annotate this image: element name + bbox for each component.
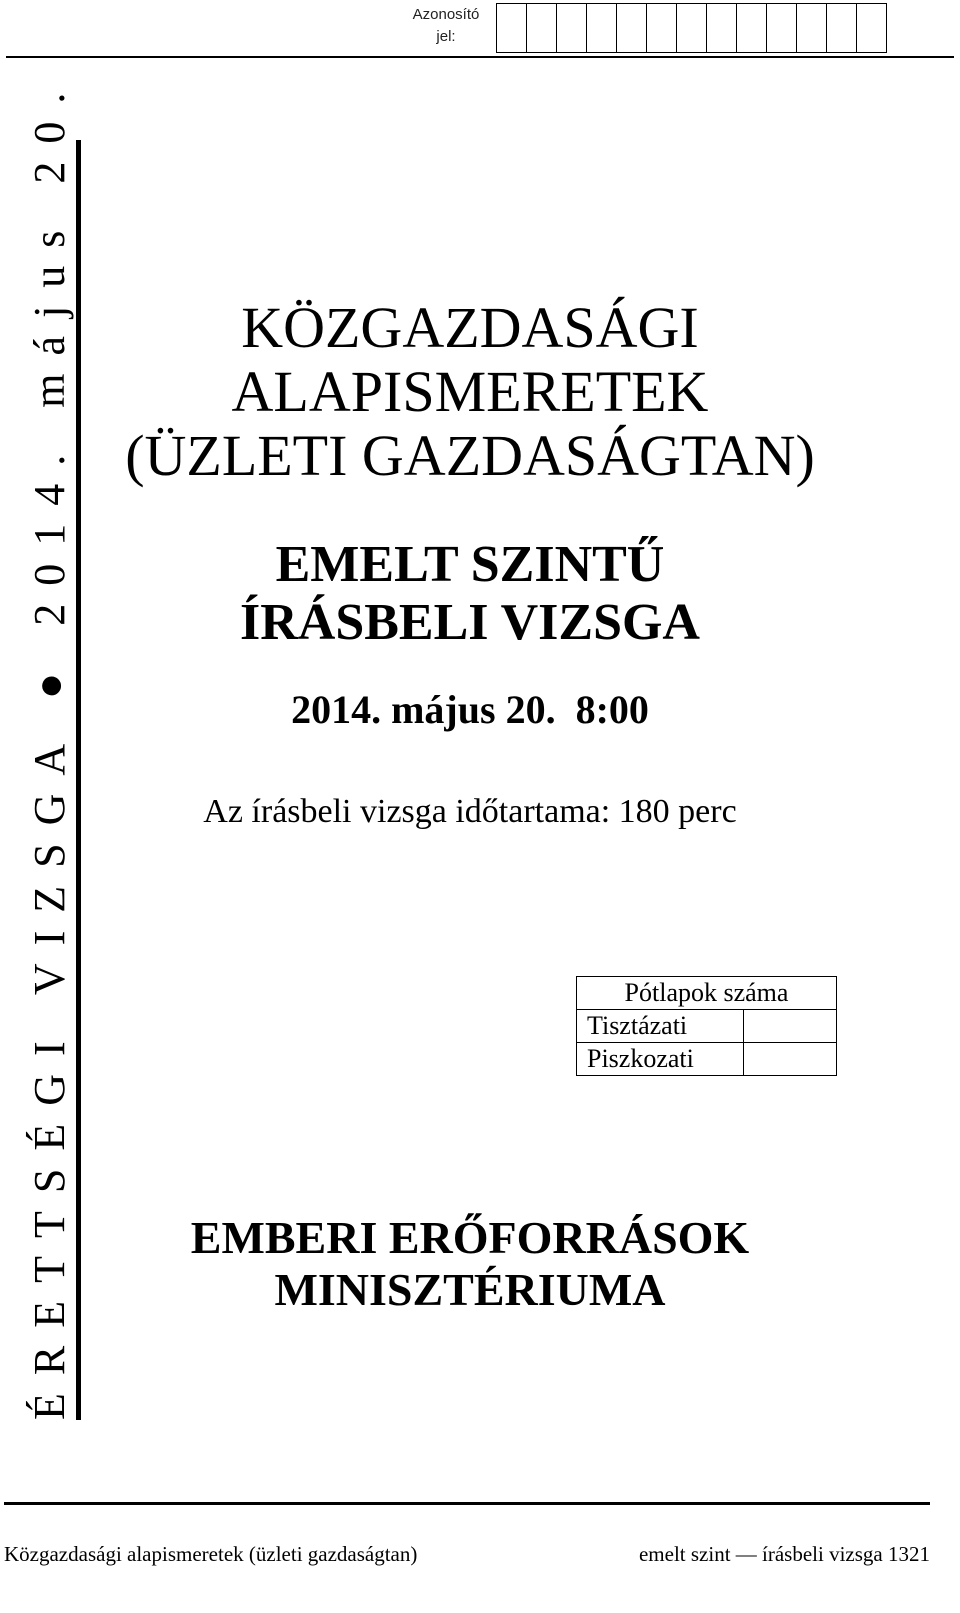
exam-date: 2014. május 20. 8:00 [291,687,649,732]
clean-copy-label: Tisztázati [577,1010,744,1043]
ministry-line-2: MINISZTÉRIUMA [274,1264,666,1315]
identifier-box[interactable] [797,4,827,52]
exam-subject-title [90,296,850,488]
footer-right-text: emelt szint — írásbeli vizsga 1321 [638,1542,930,1566]
identifier-box[interactable] [707,4,737,52]
identifier-label [400,4,492,48]
title-line-3: (ÜZLETI GAZDASÁGTAN) [125,423,815,488]
extra-sheets-header: Pótlapok száma [577,977,837,1010]
footer-divider [4,1502,930,1505]
title-line-2: ALAPISMERETEK [231,359,709,424]
identifier-boxes[interactable] [496,3,887,53]
page-footer [4,1540,930,1568]
exam-level [90,536,850,652]
identifier-label-line2: jel: [436,28,456,45]
identifier-box[interactable] [557,4,587,52]
extra-sheets-table [576,976,837,1076]
identifier-box[interactable] [527,4,557,52]
identifier-box[interactable] [767,4,797,52]
identifier-box[interactable] [497,4,527,52]
footer-left-text: Közgazdasági alapismeretek (üzleti gazdaságtan) [4,1542,418,1566]
identifier-label-line1: Azonosító [412,6,480,23]
ministry-line-1: EMBERI ERŐFORRÁSOK [190,1212,750,1263]
identifier-box[interactable] [677,4,707,52]
identifier-box[interactable] [647,4,677,52]
identifier-box[interactable] [857,4,887,52]
level-line-1: EMELT SZINTŰ [275,536,665,593]
clean-copy-count-field[interactable] [744,1010,837,1043]
identifier-box[interactable] [587,4,617,52]
header-divider [6,56,954,58]
identifier-box[interactable] [617,4,647,52]
draft-label: Piszkozati [577,1043,744,1076]
side-banner: ÉRETTSÉGI VIZSGA ● 2014. május 20. [28,140,81,1420]
identifier-box[interactable] [827,4,857,52]
ministry-name [90,1212,850,1316]
draft-count-field[interactable] [744,1043,837,1076]
title-line-1: KÖZGAZDASÁGI [241,295,699,360]
exam-duration: Az írásbeli vizsga időtartama: 180 perc [203,793,737,830]
level-line-2: ÍRÁSBELI VIZSGA [239,594,700,651]
table-row [577,1043,837,1076]
table-row [577,1010,837,1043]
identifier-box[interactable] [737,4,767,52]
